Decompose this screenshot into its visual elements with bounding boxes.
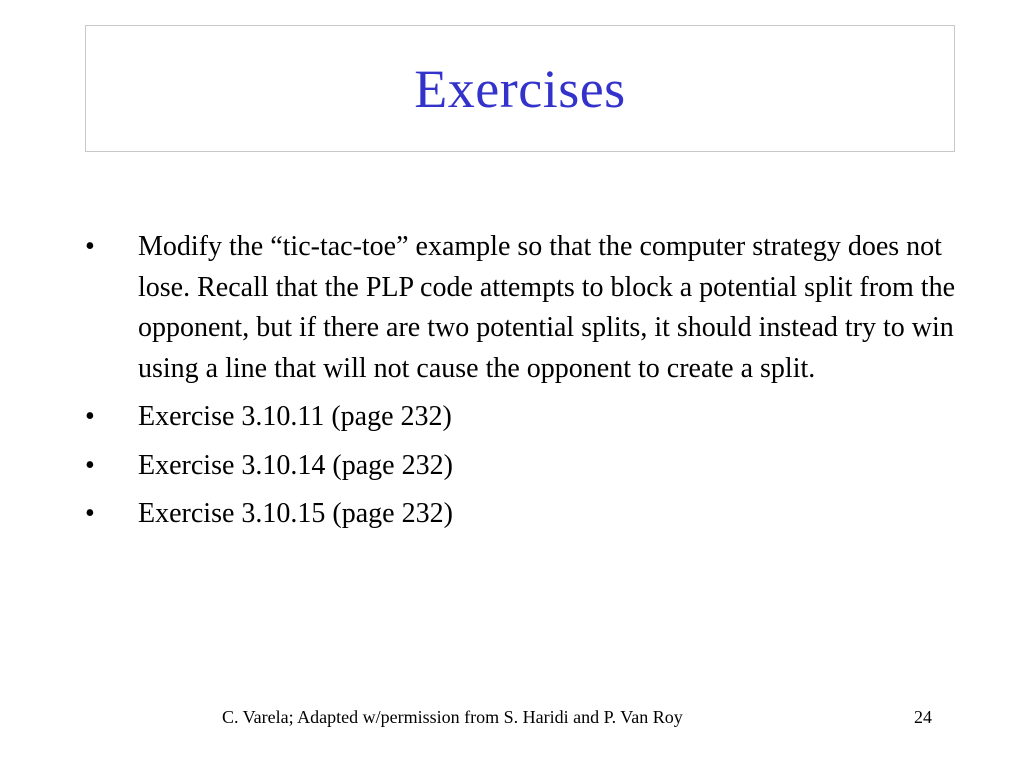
slide-title: Exercises <box>414 58 626 119</box>
bullet-text-2: Exercise 3.10.11 (page 232) <box>138 401 452 432</box>
bullet-icon: • <box>85 231 95 262</box>
page-number: 24 <box>914 707 932 727</box>
bullet-item-2 <box>85 397 955 438</box>
bullet-text-3: Exercise 3.10.14 (page 232) <box>138 449 453 481</box>
bullet-item-4 <box>85 494 955 535</box>
bullet-icon: • <box>85 449 95 481</box>
bullet-item-3 <box>85 446 955 487</box>
bullet-text-4: Exercise 3.10.15 (page 232) <box>138 498 453 529</box>
bullet-item-1 <box>85 227 955 389</box>
bullet-list <box>85 227 955 543</box>
bullet-icon: • <box>85 498 95 529</box>
bullet-icon: • <box>85 401 95 432</box>
footer-credit: C. Varela; Adapted w/permission from S. Haridi and P. Van Roy <box>222 707 683 727</box>
title-box <box>85 25 955 152</box>
bullet-text-1: Modify the “tic-tac-toe” example so that the computer strategy does not lose. Recall that the PLP code attempts to block a potential split from the opponent, but if there are two potential splits, it should instead try to win using a line that will not cause the opponent to create a split. <box>138 231 956 384</box>
